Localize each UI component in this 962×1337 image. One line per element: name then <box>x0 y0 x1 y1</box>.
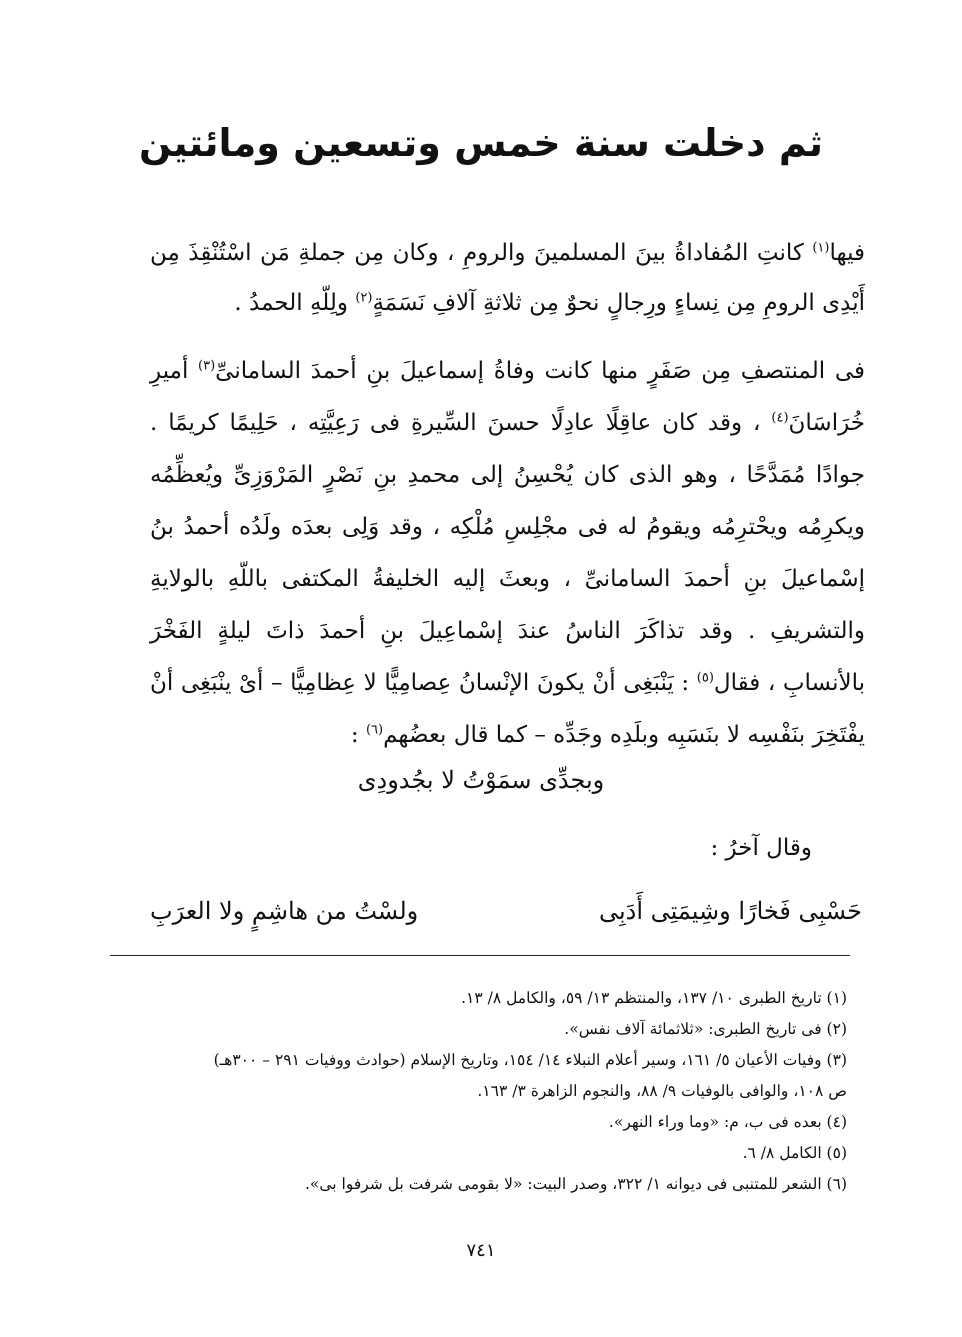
footnote-item: (٥) الكامل ٨/ ٦. <box>742 1144 847 1162</box>
text-segment: فيها <box>829 240 865 266</box>
footnote-item: (٤) بعده فى ب، م: «وما وراء النهر». <box>608 1113 847 1131</box>
text-segment: أميرِ خُرَاسَانَ <box>150 358 865 436</box>
verse-2-intro: وقال آخرُ : <box>710 835 812 861</box>
text-segment: ولِلّهِ الحمدُ . <box>234 290 356 316</box>
text-segment: كانتِ المُفاداةُ بينَ المسلمينَ والرومِ ، وكان مِن جملةِ مَن اسْتُنْقِذَ مِن أَيْدِى الرومِ مِن نِساءٍ ورِجالٍ نحوٌ مِن ثلاثةِ آلافِ نَسَمَةٍ <box>150 240 865 316</box>
footnote-divider <box>110 955 850 956</box>
verse-1: وبجدِّى سمَوْتُ لا بجُدودِى <box>357 766 605 794</box>
verse-2 <box>150 888 862 934</box>
verse-2-second-hemistich: ولسْتُ من هاشِمٍ ولا العرَبِ <box>150 897 419 925</box>
text-segment: ، وقد كان عاقِلًا عادِلًا حسنَ السِّيرةِ فى رَعِيَّتِه ، حَلِيمًا كريمًا . جوادًا مُمَدَّحًا ، وهو الذى كان يُحْسِنُ إلى محمدِ بنِ نَصْرٍ المَرْوَزِىِّ ويُعظِّمُه ويكرِمُه ويحْترِمُه ويقومُ له فى مجْلِسِ مُلْكِه ، وقد وَلِى بعدَه ولَدُه أحمدُ بنُ إسْماعيلَ بنِ أحمدَ السامانىِّ ، وبعثَ إليه الخليفةُ المكتفى باللّهِ بالولايةِ والتشريفِ . وقد تذاكَرَ الناسُ عندَ إسْماعِيلَ بنِ أحمدَ ذاتَ ليلةٍ الفَخْرَ بالأنسابِ ، فقال <box>150 410 866 696</box>
paragraph-1 <box>150 228 865 328</box>
footnote-item: (٢) فى تاريخ الطبرى: «ثلاثمائة آلاف نفس». <box>564 1020 847 1038</box>
footnote-item: ص ١٠٨، والوافى بالوفيات ٩/ ٨٨، والنجوم الزاهرة ٣/ ١٦٣. <box>477 1082 847 1100</box>
verse-2-first-hemistich: حَسْبِى فَخارًا وشِيمَتِى أَدَبِى <box>598 897 862 925</box>
footnote-marker: (٤) <box>771 410 789 426</box>
page-number: ٧٤١ <box>466 1240 496 1261</box>
footnotes-list <box>135 983 847 1200</box>
footnote-item: (١) تاريخ الطبرى ١٠/ ١٣٧، والمنتظم ١٣/ ٥٩، والكامل ٨/ ١٣. <box>461 989 847 1007</box>
text-segment: : يَنْبَغِى أنْ يكونَ الإنْسانُ عِصامِيًّا لا عِظامِيًّا – أىْ ينْبَغِى أنْ يفْتَخِرَ بنَفْسِه لا بنَسَبِه وبلَدِه وجَدِّه – كما قال بعضُهم <box>150 670 865 748</box>
text-segment: : <box>350 722 366 748</box>
footnote-marker: (٥) <box>696 670 714 686</box>
footnote-marker: (٢) <box>355 290 373 306</box>
footnote-marker: (٣) <box>198 358 216 374</box>
footnote-item: (٦) الشعر للمتنبى فى ديوانه ١/ ٣٢٢، وصدر البيت: «لا بقومى شرفت بل شرفوا بى». <box>304 1175 847 1193</box>
footnote-item: (٣) وفيات الأعيان ٥/ ١٦١، وسير أعلام النبلاء ١٤/ ١٥٤، وتاريخ الإسلام (حوادث ووفيات ٢٩١ – ٣٠٠هـ) <box>213 1051 847 1069</box>
chapter-heading: ثم دخلت سنة خمس وتسعين ومائتين <box>139 121 823 165</box>
text-segment: فى المنتصفِ مِن صَفَرٍ منها كانت وفاةُ إسماعيلَ بنِ أحمدَ السامانىِّ <box>215 358 865 384</box>
footnote-marker: (٦) <box>365 722 384 738</box>
paragraph-2 <box>150 345 865 761</box>
footnote-marker: (١) <box>812 240 830 256</box>
